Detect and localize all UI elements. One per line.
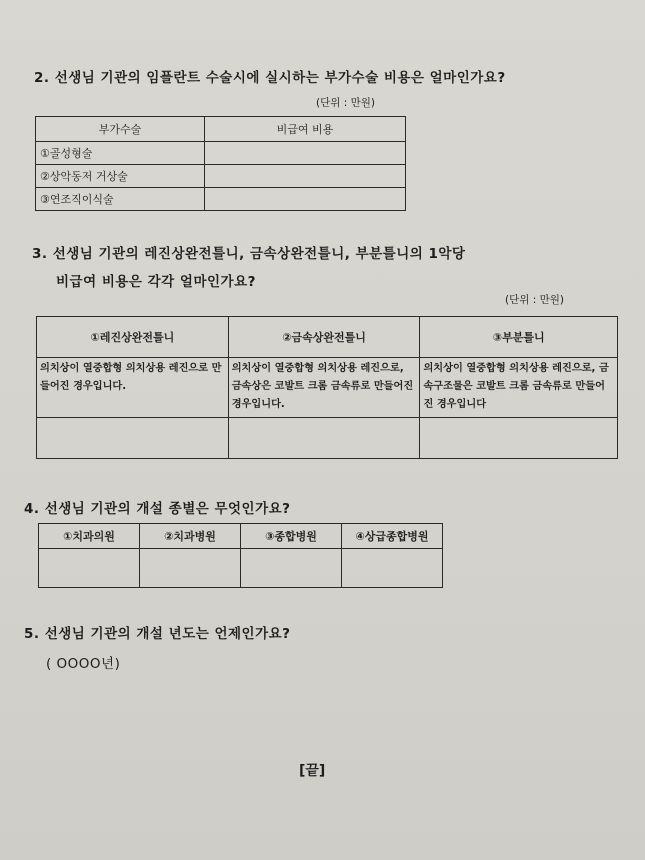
question-3-unit: (단위 : 만원)	[505, 294, 564, 306]
option-dental-clinic: ①치과의원	[39, 524, 140, 549]
answer-cell[interactable]	[39, 549, 140, 588]
question-2-title: 2. 선생님 기관의 임플란트 수술시에 실시하는 부가수술 비용은 얼마인가요?	[34, 70, 506, 86]
question-3-title-line2: 비급여 비용은 각각 얼마인가요?	[56, 274, 256, 290]
question-5-title: 5. 선생님 기관의 개설 년도는 언제인가요?	[24, 626, 291, 642]
header-resin-denture: ①레진상완전틀니	[37, 317, 229, 358]
option-dental-hospital: ②치과병원	[140, 524, 241, 549]
cost-cell[interactable]	[420, 418, 618, 459]
question-3-table	[36, 316, 618, 459]
header-partial-denture: ③부분틀니	[420, 317, 618, 358]
cost-cell[interactable]	[37, 418, 229, 459]
cost-cell[interactable]	[228, 418, 420, 459]
header-surgery: 부가수술	[36, 117, 205, 142]
end-mark: [끝]	[299, 763, 326, 779]
row-label: ③연조직이식술	[36, 188, 205, 211]
question-4-table	[38, 523, 443, 588]
header-cost: 비급여 비용	[205, 117, 406, 142]
question-4-title: 4. 선생님 기관의 개설 종별은 무엇인가요?	[24, 501, 291, 517]
answer-cell[interactable]	[342, 549, 443, 588]
description-cell: 의치상이 열중합형 의치상용 레진으로, 금속구조물은 코발트 크롬 금속류로 만들어진 경우입니다	[420, 358, 618, 418]
answer-cell[interactable]	[140, 549, 241, 588]
row-label: ①골성형술	[36, 142, 205, 165]
answer-cell[interactable]	[241, 549, 342, 588]
question-5-answer[interactable]: ( OOOO년)	[46, 656, 121, 672]
cost-cell[interactable]	[205, 165, 406, 188]
row-label: ②상악동저 거상술	[36, 165, 205, 188]
question-2-table	[35, 116, 406, 211]
description-cell: 의치상이 열중합형 의치상용 레진으로 만들어진 경우입니다.	[37, 358, 229, 418]
option-tertiary-hospital: ④상급종합병원	[342, 524, 443, 549]
cost-cell[interactable]	[205, 142, 406, 165]
option-general-hospital: ③종합병원	[241, 524, 342, 549]
question-3-title-line1: 3. 선생님 기관의 레진상완전틀니, 금속상완전틀니, 부분틀니의 1악당	[32, 246, 466, 262]
cost-cell[interactable]	[205, 188, 406, 211]
question-2-unit: (단위 : 만원)	[316, 97, 375, 109]
description-cell: 의치상이 열중합형 의치상용 레진으로, 금속상은 코발트 크롬 금속류로 만들어진 경우입니다.	[228, 358, 420, 418]
header-metal-denture: ②금속상완전틀니	[228, 317, 420, 358]
